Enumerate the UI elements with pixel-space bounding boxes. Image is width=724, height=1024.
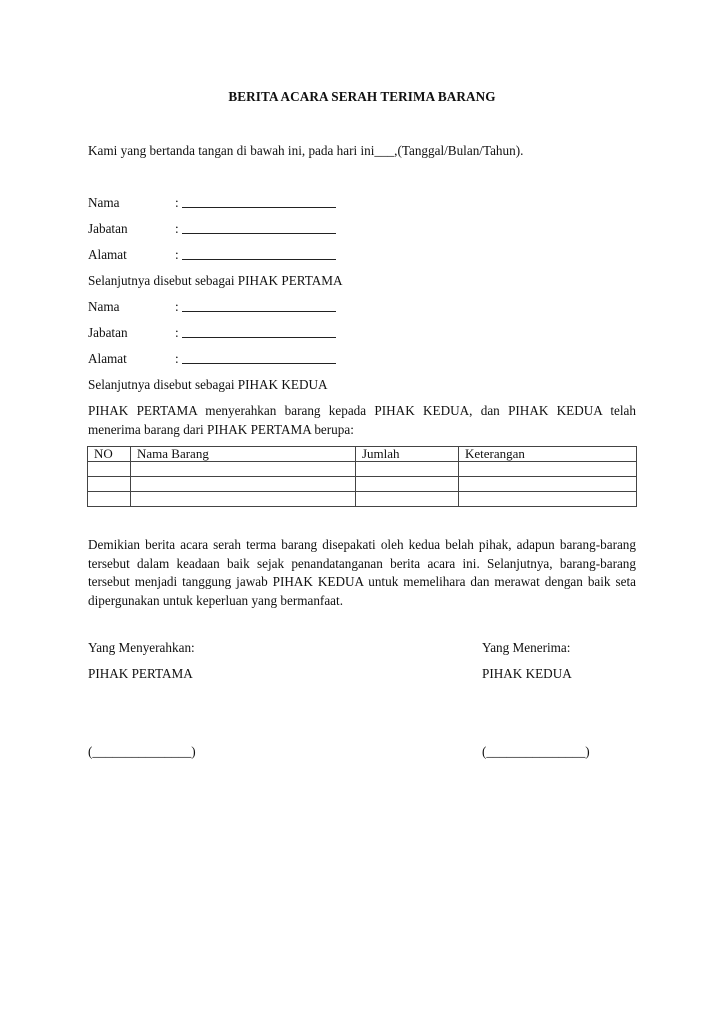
field-label-jabatan: Jabatan	[88, 325, 128, 340]
table-row	[88, 462, 637, 477]
cell-nama-barang[interactable]	[131, 477, 356, 492]
intro-text: Kami yang bertanda tangan di bawah ini, pada hari ini___,(Tanggal/Bulan/Tahun).	[88, 143, 524, 158]
table-row	[88, 492, 637, 507]
header-nama-barang: Nama Barang	[131, 447, 356, 462]
pihak-pertama-caption: Selanjutnya disebut sebagai PIHAK PERTAMA	[88, 273, 343, 288]
field-colon: :	[175, 247, 179, 262]
handover-paragraph: PIHAK PERTAMA menyerahkan barang kepada PIHAK KEDUA, dan PIHAK KEDUA telah menerima barang dari PIHAK PERTAMA berupa:	[88, 403, 636, 437]
alamat-blank-line[interactable]	[182, 363, 336, 364]
field-colon: :	[175, 299, 179, 314]
alamat-blank-line[interactable]	[182, 259, 336, 260]
cell-keterangan[interactable]	[459, 477, 637, 492]
jabatan-blank-line[interactable]	[182, 337, 336, 338]
signature-right-blank[interactable]: (_______________)	[482, 744, 590, 759]
cell-keterangan[interactable]	[459, 492, 637, 507]
header-no: NO	[88, 447, 131, 462]
field-colon: :	[175, 325, 179, 340]
field-label-alamat: Alamat	[88, 351, 127, 366]
cell-jumlah[interactable]	[356, 492, 459, 507]
pihak-kedua-caption: Selanjutnya disebut sebagai PIHAK KEDUA	[88, 377, 328, 392]
closing-paragraph: Demikian berita acara serah terma barang disepakati oleh kedua belah pihak, adapun barang-barang tersebut dalam keadaan baik sejak penandatanganan berita acara ini. Selanjutnya, barang-barang tersebut menjadi tanggung jawab PIHAK KEDUA untuk memelihara dan merawat dengan baik seta dipergunakan untuk keperluan yang bermanfaat.	[88, 537, 636, 608]
nama-blank-line[interactable]	[182, 311, 336, 312]
signature-left-blank[interactable]: (_______________)	[88, 744, 196, 759]
cell-jumlah[interactable]	[356, 462, 459, 477]
table-header-row	[88, 447, 637, 462]
document-title: BERITA ACARA SERAH TERIMA BARANG	[228, 89, 496, 104]
cell-no[interactable]	[88, 492, 131, 507]
cell-no[interactable]	[88, 477, 131, 492]
table-row	[88, 477, 637, 492]
nama-blank-line[interactable]	[182, 207, 336, 208]
field-colon: :	[175, 195, 179, 210]
field-label-nama: Nama	[88, 299, 120, 314]
field-colon: :	[175, 351, 179, 366]
cell-no[interactable]	[88, 462, 131, 477]
signature-left-party: PIHAK PERTAMA	[88, 666, 193, 681]
header-jumlah: Jumlah	[356, 447, 459, 462]
signature-right-role: Yang Menerima:	[482, 640, 571, 655]
cell-jumlah[interactable]	[356, 477, 459, 492]
signature-right-party: PIHAK KEDUA	[482, 666, 572, 681]
cell-nama-barang[interactable]	[131, 462, 356, 477]
signature-left-role: Yang Menyerahkan:	[88, 640, 195, 655]
field-label-jabatan: Jabatan	[88, 221, 128, 236]
jabatan-blank-line[interactable]	[182, 233, 336, 234]
goods-table	[87, 446, 637, 507]
header-keterangan: Keterangan	[459, 447, 637, 462]
cell-keterangan[interactable]	[459, 462, 637, 477]
field-label-alamat: Alamat	[88, 247, 127, 262]
cell-nama-barang[interactable]	[131, 492, 356, 507]
field-label-nama: Nama	[88, 195, 120, 210]
field-colon: :	[175, 221, 179, 236]
